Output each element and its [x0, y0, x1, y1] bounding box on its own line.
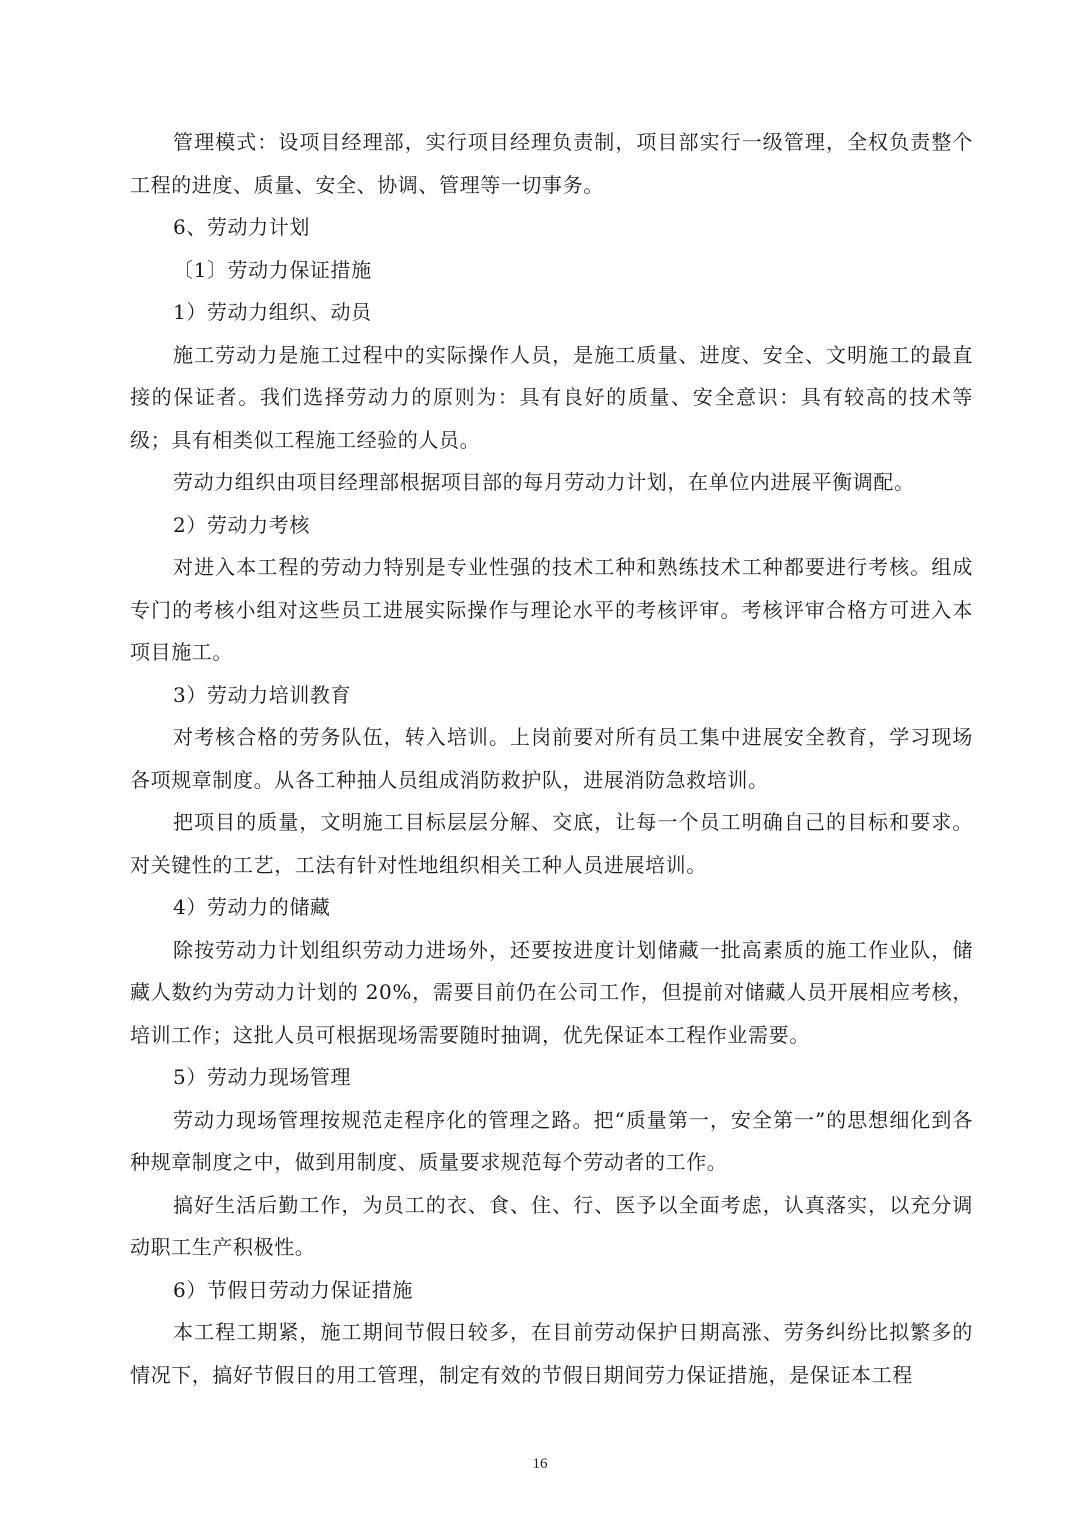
document-body: [130, 121, 973, 1396]
paragraph-labor-principles: 施工劳动力是施工过程中的实际操作人员，是施工质量、进度、安全、文明施工的最直接的保证者。我们选择劳动力的原则为：具有良好的质量、安全意识：具有较高的技术等级；具有相类似工程施工经验的人员。: [130, 342, 973, 452]
paragraph-management-mode: 管理模式：设项目经理部，实行项目经理负责制，项目部实行一级管理，全权负责整个工程的进度、质量、安全、协调、管理等一切事务。: [130, 130, 973, 197]
paragraph-labor-allocation: 劳动力组织由项目经理部根据项目部的每月劳动力计划，在单位内进展平衡调配。: [173, 470, 915, 494]
section-heading-labor-plan: 6、劳动力计划: [173, 215, 310, 239]
item-heading-holiday-measures: 6）节假日劳动力保证措施: [173, 1277, 413, 1302]
paragraph-training: 对考核合格的劳务队伍，转入培训。上岗前要对所有员工集中进展安全教育，学习现场各项规章制度。从各工种抽人员组成消防救护队，进展消防急救培训。: [130, 725, 973, 792]
item-heading-organization: 1）劳动力组织、动员: [173, 300, 372, 324]
paragraph-holiday-measures: 本工程工期紧，施工期间节假日较多，在目前劳动保护日期高涨、劳务纠纷比拟繁多的情况下，搞好节假日的用工管理，制定有效的节假日期间劳力保证措施，是保证本工程: [130, 1320, 973, 1387]
page-number: 16: [532, 1456, 548, 1472]
item-heading-training: 3）劳动力培训教育: [173, 682, 352, 707]
paragraph-quality-targets: 把项目的质量，文明施工目标层层分解、交底，让每一个员工明确自己的目标和要求。对关键性的工艺，工法有针对性地组织相关工种人员进展培训。: [130, 810, 973, 877]
paragraph-assessment: 对进入本工程的劳动力特别是专业性强的技术工种和熟练技术工种都要进行考核。组成专门的考核小组对这些员工进展实际操作与理论水平的考核评审。考核评审合格方可进入本项目施工。: [130, 555, 973, 664]
item-heading-site-management: 5）劳动力现场管理: [173, 1065, 352, 1089]
paragraph-logistics: 搞好生活后勤工作，为员工的衣、食、住、行、医予以全面考虑，认真落实，以充分调动职工生产积极性。: [130, 1192, 973, 1259]
item-heading-reserve: 4）劳动力的储藏: [173, 895, 331, 919]
paragraph-site-management: 劳动力现场管理按规范走程序化的管理之路。把“质量第一，安全第一”的思想细化到各种规章制度之中，做到用制度、质量要求规范每个劳动者的工作。: [130, 1107, 973, 1174]
item-heading-assessment: 2）劳动力考核: [173, 512, 310, 537]
paragraph-reserve: 除按劳动力计划组织劳动力进场外，还要按进度计划储藏一批高素质的施工作业队，储藏人数约为劳动力计划的 20%，需要目前仍在公司工作，但提前对储藏人员开展相应考核，培训工作；这批人员可根据现场需要随时抽调，优先保证本工程作业需要。: [130, 937, 973, 1047]
subsection-heading-labor-guarantee: 〔1〕劳动力保证措施: [173, 257, 372, 282]
